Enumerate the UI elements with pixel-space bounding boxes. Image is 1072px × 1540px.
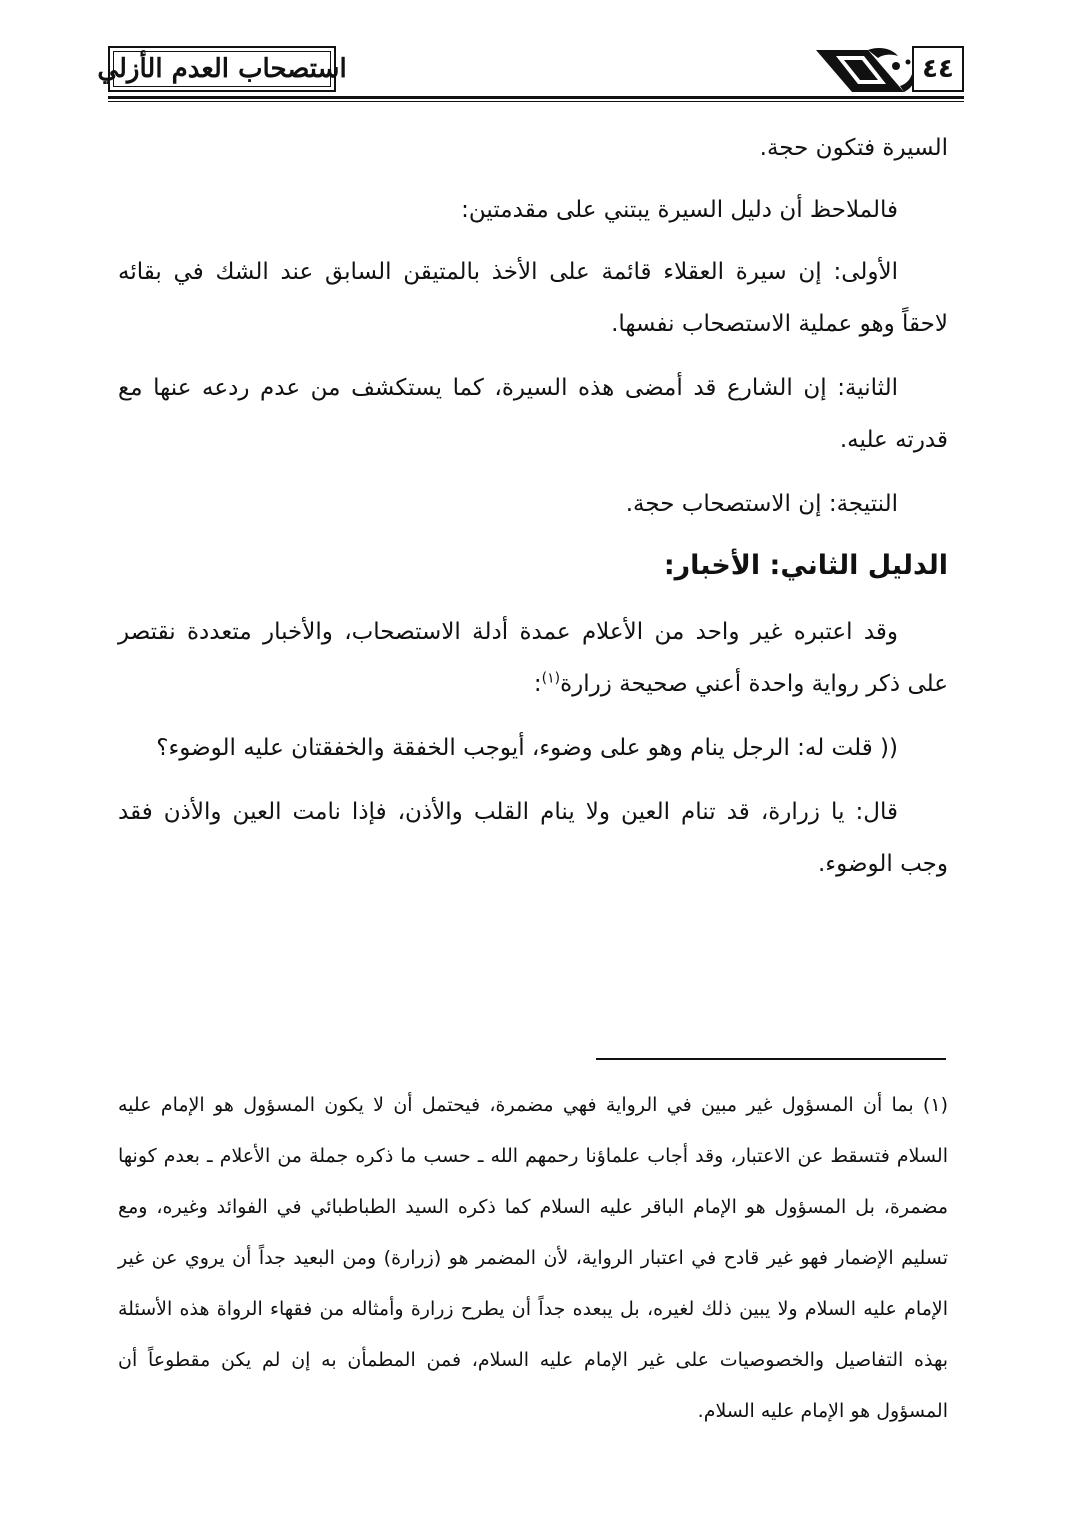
footnote: (١) بما أن المسؤول غير مبين في الرواية فهي مضمرة، فيحتمل أن لا يكون المسؤول هو الإمام عليه السلام فتسقط عن الاعتبار، وقد أجاب علماؤنا رحمهم الله ـ حسب ما ذكره جملة من الأعلام ـ بعدم كونها مضمرة، بل المسؤول هو الإمام الباقر عليه السلام كما ذكره السيد الطباطبائي في الفوائد وغيره، ومع تسليم الإضمار فهو غير قادح في اعتبار الرواية، لأن المضمر هو (زرارة) ومن البعيد جداً أن يروي عن غير الإمام عليه السلام ولا يبين ذلك لغيره، بل يبعده جداً أن يطرح زرارة وأمثاله من فقهاء الرواة هذه الأسئلة بهذه التفاصيل والخصوصيات على غير الإمام عليه السلام، فمن المطمأن به إن لم يكن مقطوعاً أن المسؤول هو الإمام عليه السلام. bbox=[118, 1094, 948, 1422]
paragraph-text-tail: : bbox=[533, 671, 542, 697]
paragraph: النتيجة: إن الاستصحاب حجة. bbox=[625, 491, 898, 517]
section-heading: الدليل الثاني: الأخبار: bbox=[663, 550, 948, 581]
paragraph bbox=[118, 606, 948, 710]
paragraph: فالملاحظ أن دليل السيرة يبتني على مقدمتين: bbox=[461, 197, 898, 223]
quote-paragraph: قال: يا زرارة، قد تنام العين ولا ينام القلب والأذن، فإذا نامت العين والأذن فقد وجب الوضوء. bbox=[118, 799, 948, 877]
main-text bbox=[118, 122, 948, 902]
quote-paragraph: (( قلت له: الرجل ينام وهو على وضوء، أيوجب الخفقة والخفقتان عليه الوضوء؟ bbox=[156, 735, 898, 761]
header-rule-thin bbox=[108, 101, 964, 102]
paragraph: الأولى: إن سيرة العقلاء قائمة على الأخذ بالمتيقن السابق عند الشك في بقائه لاحقاً وهو عملية الاستصحاب نفسها. bbox=[118, 259, 948, 337]
footnote-reference[interactable]: (١) bbox=[541, 670, 561, 687]
running-title: استصحاب العدم الأزلي bbox=[97, 54, 347, 84]
page-header bbox=[97, 44, 964, 100]
page-number: ٤٤ bbox=[922, 54, 954, 84]
ornament-icon bbox=[808, 44, 918, 100]
paragraph: السيرة فتكون حجة. bbox=[759, 135, 948, 161]
page-number-frame bbox=[912, 46, 964, 92]
paragraph: الثانية: إن الشارع قد أمضى هذه السيرة، كما يستكشف من عدم ردعه عنها مع قدرته عليه. bbox=[118, 375, 948, 453]
paragraph-text: وقد اعتبره غير واحد من الأعلام عمدة أدلة الاستصحاب، والأخبار متعددة نقتصر على ذكر رواية واحدة أعني صحيحة زرارة bbox=[118, 619, 948, 697]
footnote-separator bbox=[596, 1058, 946, 1060]
header-rule bbox=[108, 96, 964, 99]
running-title-frame bbox=[97, 46, 347, 92]
